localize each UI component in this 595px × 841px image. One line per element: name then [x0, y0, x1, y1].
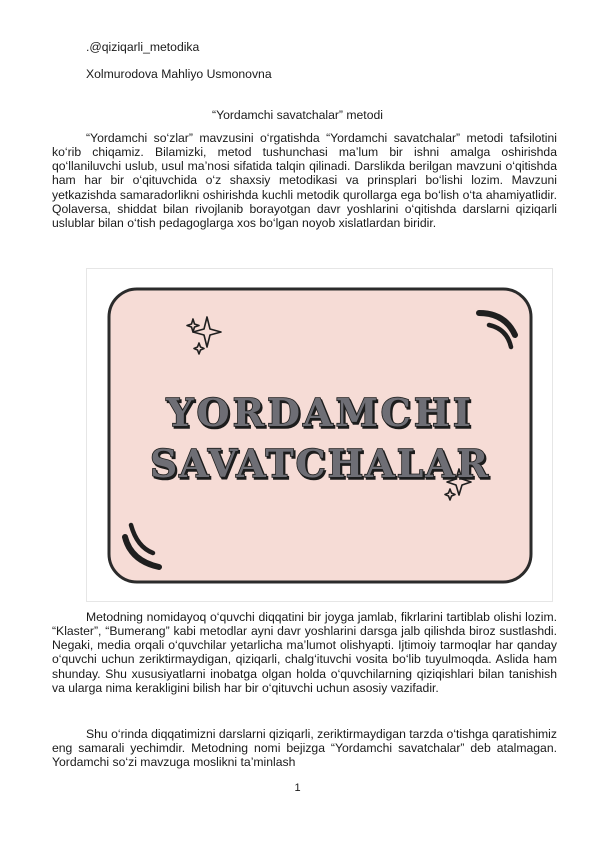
paragraph-2: Metodning nomidayoq o‘quvchi diqqatini bir joyga jamlab, fikrlarini tartiblab olishi lozim. “Klaster”, “Bumerang” kabi metodlar ayni davr yoshlarini darsga jalb qilishda biroz sustlashdi. Negaki, media orqali o‘quvchilar yetarlicha ma’lumot olishyapti. Ijtimoiy tarmoqlar har qanday o‘quvchi uchun zeriktirmaydigan, qiziqarli, chalg‘ituvchi vosita bo‘lib tuyulmoqda. Aslida ham shunday. Shu xususiyatlarni inobatga olgan holda o‘quvchilarning qiziqishlari bilan tanishish va ularga nima kerakligini bilish har bir o‘qituvchi uchun asosiy vazifadir.	[52, 610, 557, 695]
paragraph-3: Shu o‘rinda diqqatimizni darslarni qiziqarli, zeriktirmaydigan tarzda o‘tishga qaratishimiz eng samarali yechimdir. Metodning nomi bejizga “Yordamchi savatchalar” deb atalmagan. Yordamchi so‘zi mavzuga moslikni ta’minlash	[52, 727, 557, 770]
document-title: “Yordamchi savatchalar” metodi	[212, 108, 383, 122]
author-name: Xolmurodova Mahliyo Usmonovna	[86, 67, 272, 81]
title-illustration	[86, 268, 553, 602]
illustration-line-1: YORDAMCHI	[166, 390, 474, 435]
illustration-svg	[87, 269, 552, 601]
card-background	[109, 289, 531, 582]
paragraph-1: “Yordamchi so‘zlar” mavzusini o‘rgatishda “Yordamchi savatchalar” metodi tafsilotini ko‘rib chiqamiz. Bilamizki, metod tushunchasi ma’lum bir ishni amalga oshirishda qo‘llaniluvchi uslub, usul ma’nosi sifatida talqin qilinadi. Darslikda berilgan mavzuni o‘qitishda ham har bir o‘qituvchida o‘z shaxsiy metodikasi va prinsplari bo‘lishi lozim. Mavzuni yetkazishda samaradorlikni oshirishda kuchli metodik qurollarga ega bo‘lish o‘ta ahamiyatlidir. Qolaversa, shiddat bilan rivojlanib borayotgan davr yoshlarini o‘qitishda darslarni qiziqarli uslublar bilan o‘tish pedagoglarga xos bo‘lgan noyob xislatlardan biridir.	[52, 131, 557, 230]
illustration-line-2: SAVATCHALAR	[150, 441, 490, 486]
author-handle: .@qiziqarli_metodika	[86, 40, 200, 54]
page-number: 1	[294, 782, 301, 794]
